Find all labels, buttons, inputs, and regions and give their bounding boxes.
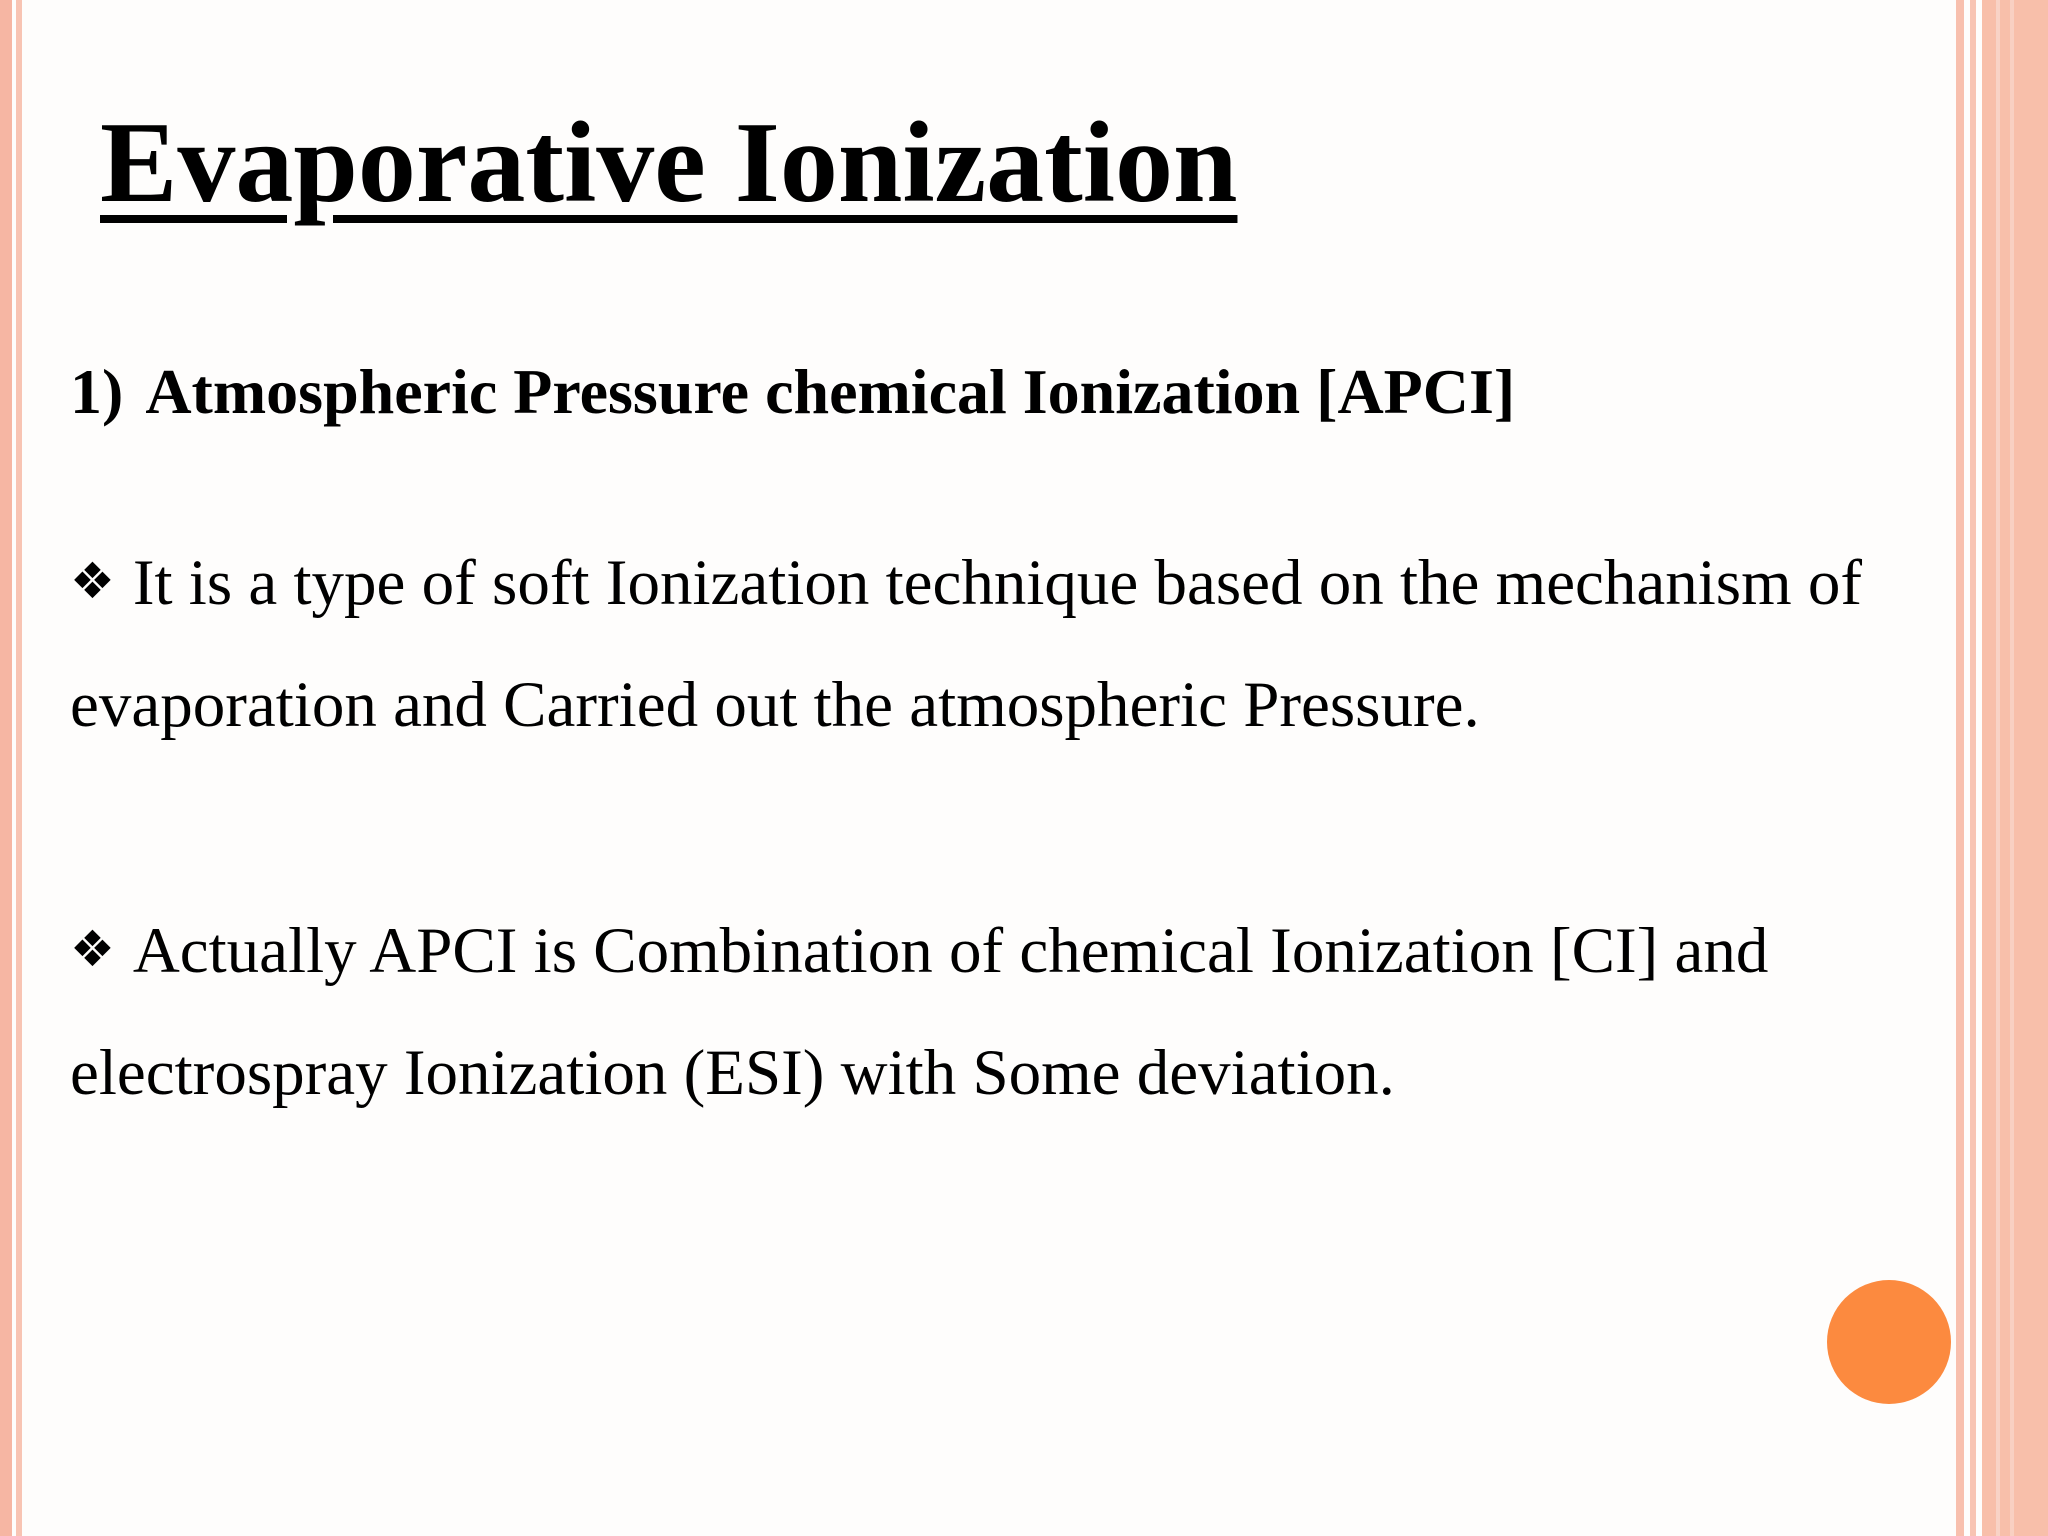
bullet-paragraph-2-text: Actually APCI is Combination of chemical Ionization [CI] and electrospray Ionization (ESI) with Some deviation. — [70, 915, 1769, 1109]
bullet-paragraph-1-text: It is a type of soft Ionization technique based on the mechanism of evaporation and Carried out the atmospheric Pressure. — [70, 547, 1863, 741]
diamond-bullet-icon: ❖ — [70, 920, 115, 978]
right-border-line — [1996, 0, 2000, 1536]
right-border-line-2 — [2010, 0, 2014, 1536]
diamond-bullet-icon: ❖ — [70, 552, 115, 610]
right-border-stripe-wide — [1982, 0, 2048, 1536]
bullet-paragraph-2 — [70, 888, 1930, 1134]
section-number: 1) — [70, 356, 124, 427]
bullet-paragraph-1 — [70, 520, 1930, 766]
left-border-stripe — [0, 0, 12, 1536]
section-heading — [70, 355, 1515, 429]
right-border-stripe-thin — [1956, 0, 1964, 1536]
right-border-stripe-thin-2 — [1970, 0, 1976, 1536]
section-heading-text: Atmospheric Pressure chemical Ionization [APCI] — [145, 356, 1516, 427]
left-border-stripe-inner — [16, 0, 22, 1536]
decorative-circle — [1827, 1280, 1951, 1404]
slide-title: Evaporative Ionization — [100, 99, 1238, 227]
